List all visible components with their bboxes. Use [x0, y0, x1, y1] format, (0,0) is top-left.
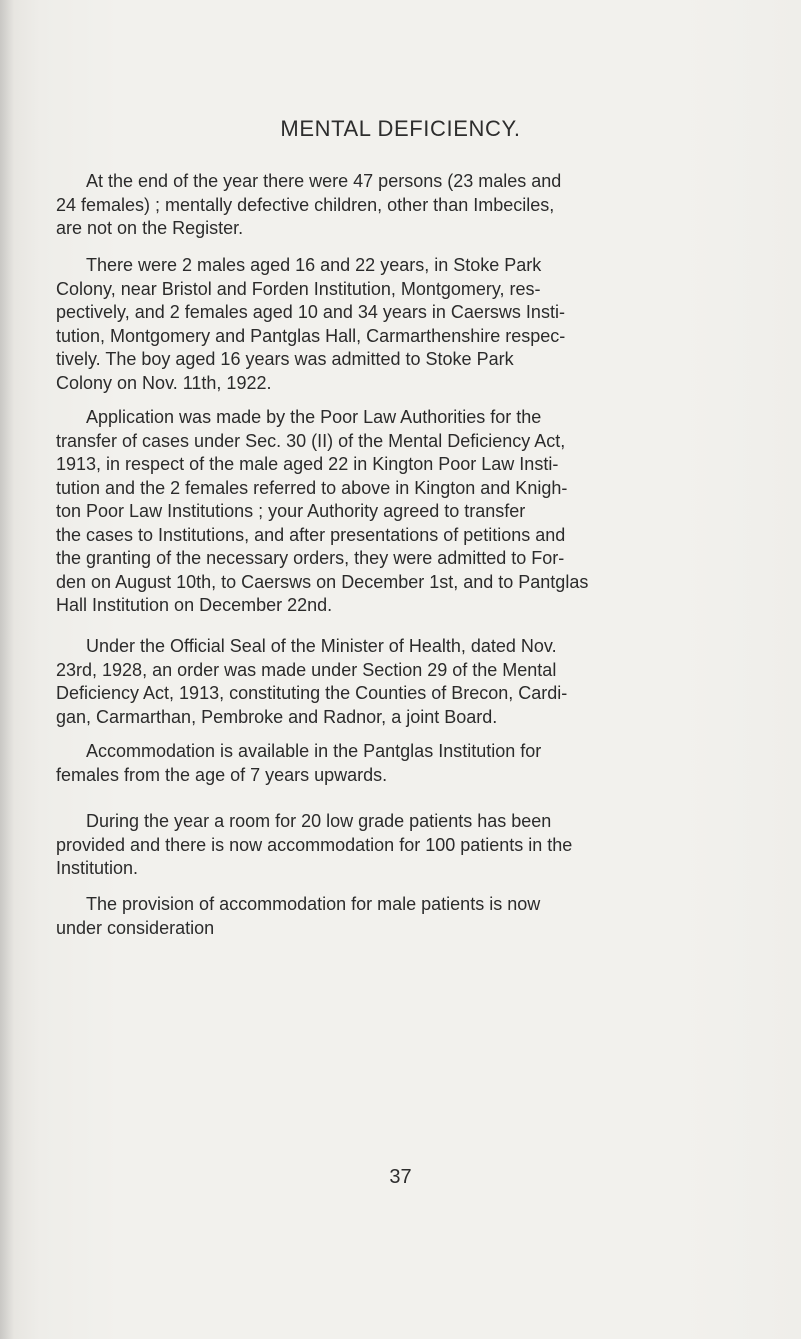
paragraph-line: The provision of accommodation for male patients is now: [86, 894, 541, 914]
paragraph-line: 1913, in respect of the male aged 22 in Kington Poor Law Insti-: [56, 454, 559, 474]
paragraph-line: Application was made by the Poor Law Authorities for the: [86, 407, 542, 427]
paragraph-line: Institution.: [56, 858, 139, 878]
paragraph-line: den on August 10th, to Caersws on December 1st, and to Pantglas: [56, 571, 589, 592]
paragraph-line: Under the Official Seal of the Minister of Health, dated Nov.: [86, 636, 557, 656]
paragraph-line: During the year a room for 20 low grade patients has been: [86, 811, 552, 831]
paragraph-official-seal: [56, 635, 686, 729]
section-heading: MENTAL DEFICIENCY.: [280, 116, 521, 141]
paragraph-line: ton Poor Law Institutions ; your Authority agreed to transfer: [56, 501, 526, 521]
paragraph-line: females from the age of 7 years upwards.: [56, 764, 388, 785]
paragraph-line: There were 2 males aged 16 and 22 years, in Stoke Park: [86, 255, 542, 275]
paragraph-line: tution and the 2 females referred to above in Kington and Knigh-: [56, 477, 568, 498]
paragraph-line: transfer of cases under Sec. 30 (II) of the Mental Deficiency Act,: [56, 430, 566, 451]
paragraph-line: At the end of the year there were 47 persons (23 males and: [86, 171, 562, 191]
paragraph-line: pectively, and 2 females aged 10 and 34 years in Caersws Insti-: [56, 302, 565, 322]
paragraph-accommodation: [56, 740, 686, 787]
paragraph-line: under consideration: [56, 917, 215, 938]
paragraph-line: Hall Institution on December 22nd.: [56, 595, 333, 615]
paragraph-line: 24 females) ; mentally defective children, other than Imbeciles,: [56, 194, 555, 215]
page-edge-shadow: [0, 0, 14, 1339]
page-number: 37: [389, 1166, 412, 1188]
paragraph-male-provision: [56, 893, 686, 940]
paragraph-line: the granting of the necessary orders, they were admitted to For-: [56, 548, 565, 568]
paragraph-transfer-application: [56, 406, 686, 618]
paragraph-line: Deficiency Act, 1913, constituting the Counties of Brecon, Cardi-: [56, 683, 568, 703]
paragraph-line: gan, Carmarthan, Pembroke and Radnor, a joint Board.: [56, 706, 498, 727]
paragraph-line: tution, Montgomery and Pantglas Hall, Carmarthenshire respec-: [56, 325, 566, 346]
paragraph-low-grade-room: [56, 810, 686, 881]
paragraph-line: are not on the Register.: [56, 218, 244, 238]
paragraph-line: the cases to Institutions, and after presentations of petitions and: [56, 524, 566, 545]
paragraph-line: Colony on Nov. 11th, 1922.: [56, 372, 272, 393]
paragraph-line: 23rd, 1928, an order was made under Section 29 of the Mental: [56, 659, 557, 680]
paragraph-line: provided and there is now accommodation for 100 patients in the: [56, 834, 573, 855]
paragraph-institutions: [56, 254, 686, 395]
paragraph-register-count: [56, 170, 686, 241]
paragraph-line: Colony, near Bristol and Forden Institution, Montgomery, res-: [56, 278, 541, 299]
paragraph-line: Accommodation is available in the Pantglas Institution for: [86, 741, 542, 761]
paragraph-line: tively. The boy aged 16 years was admitted to Stoke Park: [56, 349, 514, 369]
